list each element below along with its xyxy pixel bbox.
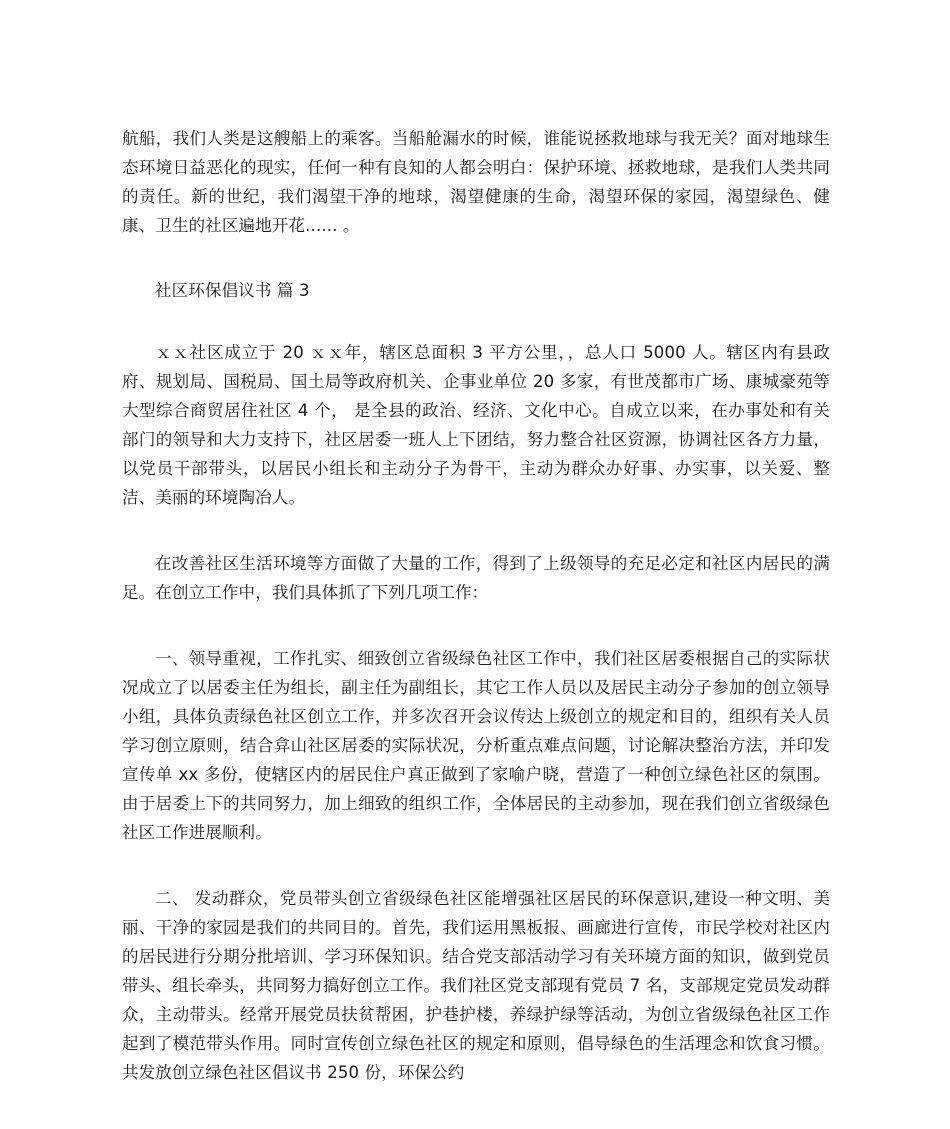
paragraph-mobilization: 二、 发动群众，党员带头创立省级绿色社区能增强社区居民的环保意识,建设一种文明、美丽、干净的家园是我们的共同目的。首先，我们运用黑板报、画廊进行宣传，市民学校对社区内的居民进行分期分批培训、学习环保知识。结合党支部活动学习有关环境方面的知识，做到党员带头、组长牵头，共同努力搞好创立工作。我们社区党支部现有党员 7 名，支部规定党员发动群众，主动带头。经常开展党员扶贫帮困，护巷护楼，养绿护绿等活动，为创立省级绿色社区工作起到了模范带头作用。同时宣传创立绿色社区的规定和原则，倡导绿色的生活理念和饮食习惯。共发放创立绿色社区倡议书 250 份，环保公约 [122, 889, 830, 1082]
paragraph-community-overview: ｘｘ社区成立于 20 ｘｘ年，辖区总面积 3 平方公里，，总人口 5000 人。辖区内有县政府、规划局、国税局、国土局等政府机关、企事业单位 20 多家，有世茂都市广场、康城豪苑等大型综合商贸居住社区 4 个， 是全县的政治、经济、文化中心。自成立以来，在办事处和有关部门的领导和大力支持下，社区居委一班人上下团结，努力整合社区资源，协调社区各方力量，以党员干部带头，以居民小组长和主动分子为骨干，主动为群众办好事、办实事，以关爱、整洁、美丽的环境陶冶人。 [122, 343, 830, 507]
section-heading: 社区环保倡议书 篇 3 [155, 281, 310, 300]
document-body [122, 124, 830, 1124]
paragraph-leadership: 一、领导重视，工作扎实、细致创立省级绿色社区工作中，我们社区居委根据自己的实际状况成立了以居委主任为组长，副主任为副组长，其它工作人员以及居民主动分子参加的创立领导小组，具体负责绿色社区创立工作，并多次召开会议传达上级创立的规定和目的，组织有关人员学习创立原则，结合弇山社区居委的实际状况，分析重点难点问题，讨论解决整治方法，并印发宣传单 xx 多份，使辖区内的居民住户真正做到了家喻户晓，营造了一种创立绿色社区的氛围。由于居委上下的共同努力，加上细致的组织工作，全体居民的主动参加，现在我们创立省级绿色社区工作进展顺利。 [122, 649, 830, 842]
paragraph-intro-continuation: 航船，我们人类是这艘船上的乘客。当船舱漏水的时候，谁能说拯救地球与我无关？面对地球生态环境日益恶化的现实，任何一种有良知的人都会明白：保护环境、拯救地球，是我们人类共同的责任。新的世纪，我们渴望干净的地球，渴望健康的生命，渴望环保的家园，渴望绿色、健康、卫生的社区遍地开花...... 。 [122, 129, 830, 235]
paragraph-work-summary: 在改善社区生活环境等方面做了大量的工作，得到了上级领导的充足必定和社区内居民的满足。在创立工作中，我们具体抓了下列几项工作： [122, 554, 830, 602]
